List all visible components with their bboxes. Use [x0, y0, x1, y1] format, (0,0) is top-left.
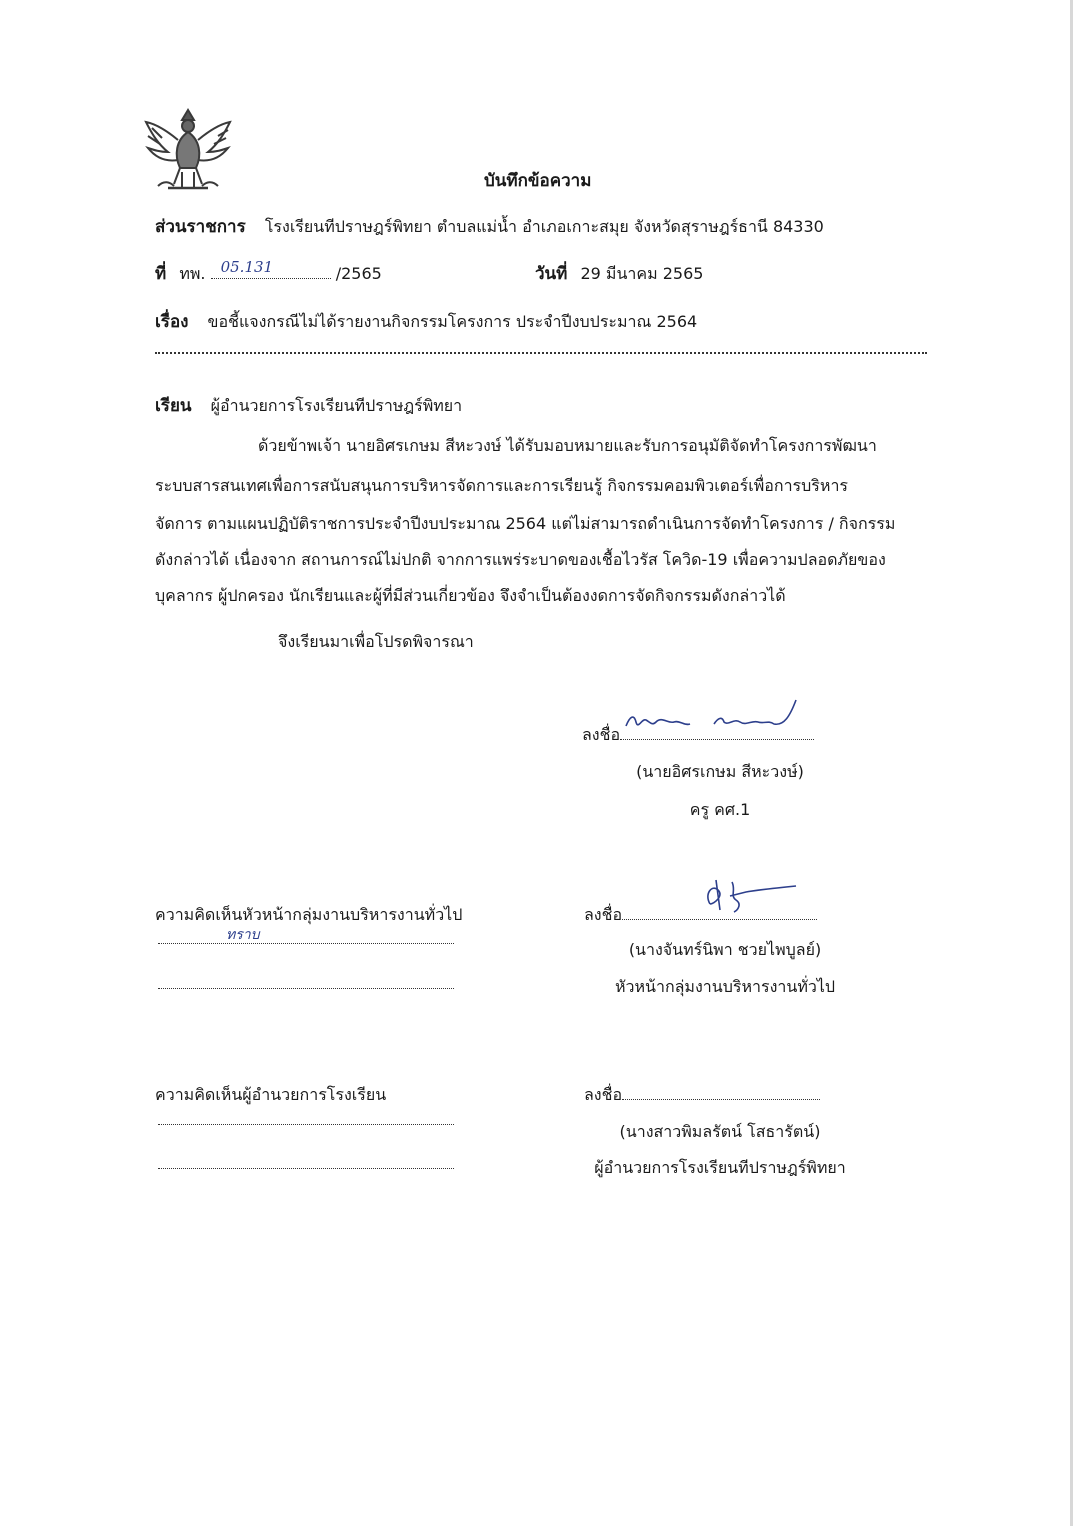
garuda-emblem-icon — [138, 100, 238, 195]
subject-row — [155, 308, 697, 335]
reference-number-field — [211, 258, 331, 283]
opinion-2-line-2 — [158, 1168, 454, 1169]
page-title: บันทึกข้อความ — [484, 171, 592, 191]
date-value: 29 มีนาคม 2565 — [580, 264, 704, 283]
department-row — [155, 213, 824, 240]
closing-line: จึงเรียนมาเพื่อโปรดพิจารณา — [278, 632, 474, 651]
signature-3-position: ผู้อำนวยการโรงเรียนทีปราษฎร์พิทยา — [594, 1158, 846, 1177]
signature-3-line — [584, 1083, 820, 1108]
opinion-2-label: ความคิดเห็นผู้อำนวยการโรงเรียน — [155, 1085, 387, 1104]
signature-2-label: ลงชื่อ — [584, 905, 623, 924]
signature-1-label: ลงชื่อ — [582, 725, 621, 744]
opinion-1-line-1 — [158, 943, 454, 944]
body-line-4: ดังกล่าวได้ เนื่องจาก สถานการณ์ไม่ปกติ จากการแพร่ระบาดของเชื้อไวรัส โควิด-19 เพื่อความปลอดภัยของ — [155, 550, 886, 569]
opinion-1-line-2 — [158, 988, 454, 989]
reference-year: /2565 — [335, 264, 382, 283]
date-label: วันที่ — [535, 264, 568, 284]
signature-2-name: (นางจันทร์นิพา ชวยไพบูลย์) — [628, 940, 822, 959]
reference-label: ที่ — [155, 264, 167, 284]
signature-1-position: ครู คศ.1 — [689, 800, 751, 819]
subject-value: ขอชี้แจงกรณีไม่ได้รายงานกิจกรรมโครงการ ประจำปีงบประมาณ 2564 — [207, 312, 698, 331]
body-line-5: บุคลากร ผู้ปกครอง นักเรียนและผู้ที่มีส่วนเกี่ยวข้อง จึงจำเป็นต้องงดการจัดกิจกรรมดังกล่าวได้ — [155, 586, 786, 605]
signature-2-position: หัวหน้ากลุ่มงานบริหารงานทั่วไป — [614, 977, 836, 996]
reference-prefix: ทพ. — [179, 264, 206, 283]
body-line-1: ด้วยข้าพเจ้า นายอิศรเกษม สีหะวงษ์ ได้รับมอบหมายและรับการอนุมัติจัดทำโครงการพัฒนา — [258, 436, 877, 455]
signature-1-image — [618, 696, 808, 736]
opinion-1-label: ความคิดเห็นหัวหน้ากลุ่มงานบริหารงานทั่วไป — [155, 905, 463, 924]
signature-3-dotted-line — [622, 1085, 820, 1100]
signature-3-label: ลงชื่อ — [584, 1085, 623, 1104]
department-value: โรงเรียนทีปราษฎร์พิทยา ตำบลแม่น้ำ อำเภอเกาะสมุย จังหวัดสุราษฎร์ธานี 84330 — [264, 217, 824, 236]
recipient-label: เรียน — [155, 396, 192, 416]
opinion-2-line-1 — [158, 1124, 454, 1125]
subject-label: เรื่อง — [155, 312, 189, 332]
date-row — [535, 260, 703, 287]
opinion-1-handwriting: ทราบ — [226, 927, 260, 943]
signature-1-name: (นายอิศรเกษม สีหะวงษ์) — [636, 762, 804, 781]
header-separator — [155, 342, 927, 354]
department-label: ส่วนราชการ — [155, 217, 246, 237]
signature-2-image — [696, 874, 806, 916]
recipient-value: ผู้อำนวยการโรงเรียนทีปราษฎร์พิทยา — [210, 396, 463, 415]
reference-number: 05.131 — [220, 258, 274, 276]
signature-3-name: (นางสาวพิมลรัตน์ โสธารัตน์) — [619, 1122, 821, 1141]
reference-row — [155, 260, 382, 287]
body-line-2: ระบบสารสนเทศเพื่อการสนับสนุนการบริหารจัดการและการเรียนรู้ กิจกรรมคอมพิวเตอร์เพื่อการบริหาร — [155, 476, 849, 495]
body-line-3: จัดการ ตามแผนปฏิบัติราชการประจำปีงบประมาณ 2564 แต่ไม่สามารถดำเนินการจัดทำโครงการ / กิจกรรม — [155, 514, 896, 533]
recipient-row — [155, 392, 462, 419]
